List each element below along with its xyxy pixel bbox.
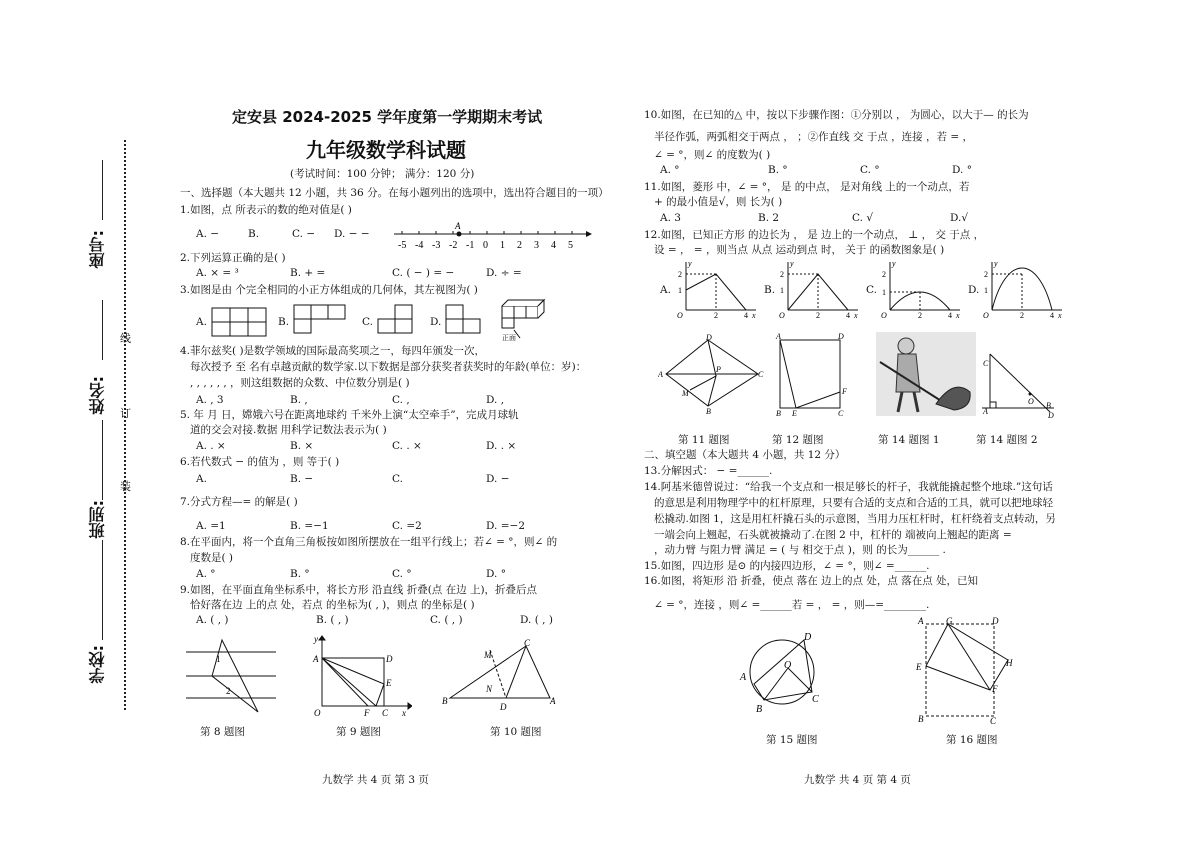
q2-option-c: C. ( − ) = − [392,267,455,279]
q16-stem-line2: ∠ = °，连接 ，则∠ =______若 = ， = ，则—=________. [654,599,930,611]
q12-stem: 12.如图，已知正方形 的边长为 ， 是 边上的一个动点， ⊥ ， 交 于点 ， [644,229,985,241]
q11-option-b: B. 2 [758,212,780,224]
q14-lever-diagram [980,350,1056,420]
q14-stem-line4: 一端会向上翘起，石头就被撬动了.在图 2 中，杠杆的 端被向上翘起的距离 = [654,529,1012,541]
q12-graph-b-label: B. [764,284,776,296]
seat-label: 座号: [88,230,107,269]
q6-stem: 6.若代数式 − 的值为 ，则 等于( ) [180,456,340,468]
q4-stem: 4.菲尔兹奖( )是数学领域的国际最高奖项之一，每四年颁发一次， [180,345,486,357]
q11-caption: 第 11 题图 [678,434,730,446]
q2-stem: 2.下列运算正确的是( ) [180,252,286,264]
order-mark: 订 [120,407,131,420]
q10-stem-line3: ∠ = °，则∠ 的度数为( ) [654,149,771,161]
subject-title: 九年级数学科试题 [306,138,466,162]
q7-option-d: D. =−2 [486,520,525,532]
q14-fig2-caption: 第 14 题图 2 [976,434,1038,446]
q12-a-label: A [776,332,781,341]
q11-figure [658,334,764,414]
q7-option-b: B. =−1 [290,520,329,532]
q12b-one: 1 [780,286,784,295]
q3-option-b: B. [278,316,290,328]
q12d-o: O [983,311,989,320]
q10-b-label: B [442,696,448,706]
q12a-y: y [688,259,692,268]
q12d-y: y [994,259,998,268]
q9-option-b: B. ( , ) [316,614,349,626]
q12a-4x: 4 [744,311,748,320]
number-line-tick-label: 4 [551,240,556,251]
q11-a-label: A [658,370,663,379]
q11-stem-line2: + 的最小值是√，则 长为( ) [654,196,783,208]
q5-stem-line2: 道的交会对接.数据 用科学记数法表示为( ) [190,424,387,436]
q12-c-label: C [838,409,844,416]
q4-option-c: C. , [392,394,410,406]
q12-graph-b [776,258,862,320]
q8-stem: 8.在平面内，将一个直角三角板按如图所摆放在一组平行线上；若∠ = °，则∠ 的 [180,536,558,548]
q15-c-label: C [812,694,819,705]
q12a-o: O [677,311,683,320]
q12c-o: O [881,311,887,320]
right-page-footer: 九数学 共 4 页 第 4 页 [804,774,911,786]
q9-caption: 第 9 题图 [336,726,381,738]
q14-stem: 14.阿基米德曾说过：“给我一个支点和一根足够长的杆子，我就能撬起整个地球.”这句话 [644,481,1053,493]
q11-d-label: D [706,334,712,342]
q15-figure [736,628,826,716]
number-line-tick-label: 5 [568,240,573,251]
q10-option-a: A. ° [660,164,680,176]
line-mark: 线 [120,332,131,345]
exam-title: 定安县 2024-2025 学年度第一学期期末考试 [232,108,543,126]
q12d-x: x [1058,311,1062,320]
q12b-y: y [790,259,794,268]
number-line-tick-label: -3 [432,240,441,251]
q6-option-d: D. − [486,473,510,485]
q15-caption: 第 15 题图 [766,734,818,746]
q12-graph-c-label: C. [866,284,877,296]
q8-angle2-label: 2 [226,686,231,696]
number-line-point-label: A [455,221,461,231]
q10-option-c: C. ° [860,164,880,176]
q4-option-b: B. , [290,394,308,406]
q10-option-d: D. ° [952,164,972,176]
name-label: 姓名: [88,376,107,415]
q9-figure [312,634,412,716]
q9-stem: 9.如图，在平面直角坐标系中，将长方形 沿直线 折叠(点 在边 上)，折叠后点 [180,584,538,596]
number-line-tick-label: 2 [517,240,522,251]
number-line-tick-label: 3 [534,240,539,251]
seat-underline [102,160,103,220]
q9-d-label: D [386,654,393,664]
q11-stem: 11.如图，菱形 中，∠ = °， 是 的中点， 是对角线 上的一个动点，若 [644,181,970,193]
q14-stem-line5: ，动力臂 与阻力臂 满足 = ( 与 相交于点 )，则 的长为______ . [654,544,946,556]
exam-info: (考试时间：100 分钟； 满分：120 分) [290,168,475,180]
q1-option-a: A. − [196,228,220,240]
q10-figure [440,636,558,716]
number-line-tick-label: -1 [466,240,475,251]
q6-option-b: B. − [290,473,314,485]
q12b-2x: 2 [816,311,820,320]
q10-caption: 第 10 题图 [490,726,542,738]
q10-n-label: N [486,684,493,694]
q9-e-label: E [386,678,392,688]
q6-option-a: A. [196,473,207,485]
q12b-4x: 4 [846,311,850,320]
q12a-x: x [752,311,756,320]
q12-graph-a [674,258,760,320]
q12-b-label: B [776,409,781,416]
q4-stem-line3: , , , , , , ，则这组数据的众数、中位数分别是( ) [190,377,410,389]
q8-caption: 第 8 题图 [200,726,245,738]
q14-a-label: A [983,407,988,416]
q11-option-d: D.√ [950,212,969,224]
q12d-two: 2 [984,270,988,279]
q15-b-label: B [756,704,763,715]
q9-c-label: C [382,708,389,716]
q11-m-label: M [682,389,689,398]
q1-option-c: C. − [292,228,316,240]
q9-x-label: x [402,708,406,716]
q3-view-c [376,303,416,339]
q10-stem-line2: 半径作弧，两弧相交于两点 ， ；②作直线 交 于点 ，连接 ，若 = ， [654,131,973,143]
q5-option-c: C. . × [392,440,422,452]
q12-d-label: D [838,332,844,341]
number-line-tick-label: 1 [500,240,505,251]
q12c-one: 1 [882,288,886,297]
number-line-tick-label: -2 [449,240,458,251]
q4-option-a: A. , 3 [196,394,224,406]
q7-stem: 7.分式方程—= 的解是( ) [180,496,298,508]
q10-option-b: B. ° [768,164,788,176]
q1-option-b: B. [248,228,260,240]
q11-p-label: P [716,365,721,374]
number-line-tick-label: 0 [483,240,488,251]
binding-dotted-line [124,140,126,710]
q8-figure [184,636,280,716]
q8-stem-line2: 度数是( ) [190,552,234,564]
q8-option-d: D. ° [486,568,506,580]
q12a-two: 2 [678,270,682,279]
q11-c-label: C [758,370,764,379]
q14-stem-line2: 的意思是利用物理学中的杠杆原理，只要有合适的支点和合适的工具，就可以把地球轻 [654,497,1053,509]
q16-c-label: C [990,716,997,726]
q12a-2x: 2 [714,311,718,320]
q5-option-b: B. × [290,440,314,452]
q12-graph-d-label: D. [968,284,980,296]
q14-fig1-caption: 第 14 题图 1 [878,434,940,446]
q7-option-c: C. =2 [392,520,422,532]
q12-graph-d [980,258,1066,320]
q5-stem: 5. 年 月 日，嫦娥六号在距离地球约 千米外上演“太空牵手”，完成月球轨 [180,409,519,421]
q3-view-a [210,306,270,340]
q14-c-label: C [983,359,989,368]
q12-figure [774,332,850,416]
q13-stem: 13.分解因式： − =______. [644,465,773,477]
q9-option-d: D. ( , ) [520,614,553,626]
q16-e-label: E [916,662,922,672]
q3-option-d: D. [430,316,442,328]
q12c-x: x [956,311,960,320]
q7-option-a: A. =1 [196,520,226,532]
section1-heading: 一、选择题（本大题共 12 小题，共 36 分。在每小题列出的选项中，选出符合题目的一项） [180,187,609,199]
q1-stem: 1.如图，点 所表示的数的绝对值是( ) [180,204,352,216]
number-line-figure [392,218,592,252]
q11-option-a: A. 3 [660,212,681,224]
q12a-one: 1 [678,286,682,295]
section2-heading: 二、填空题（本大题共 4 小题，共 12 分） [644,449,846,461]
q3-view-d [444,303,484,339]
q10-d-label: D [500,702,507,712]
q14-b-label: B [1046,401,1051,410]
q2-option-b: B. + = [290,267,326,279]
q9-f-label: F [364,708,370,716]
q12-graph-a-label: A. [660,284,671,296]
q16-h-label: H [1006,658,1013,668]
q12-f-label: F [842,387,847,396]
q9-o-label: O [314,708,321,716]
name-underline [102,300,103,360]
q4-stem-line2: 每次授予 至 名有卓越贡献的数学家.以下数据是部分获奖者获奖时的年龄(单位：岁)： [190,361,587,373]
q16-g-label: G [946,616,953,626]
q9-stem-line2: 恰好落在边 上的点 处，若点 的坐标为( , )，则点 的坐标是( ) [190,599,475,611]
q12b-x: x [854,311,858,320]
q15-a-label: A [740,672,747,683]
q12c-4x: 4 [948,311,952,320]
q9-option-a: A. ( , ) [196,614,229,626]
q14-stem-line3: 松撬动.如图 1，这是用杠杆撬石头的示意图，当用力压杠杆时，杠杆绕着支点转动，另 [654,513,1056,525]
number-line-tick-label: -5 [398,240,407,251]
q1-option-d: D. − − [334,228,370,240]
q16-d-label: D [992,616,999,626]
q3-stem: 3.如图是由 个完全相同的小正方体组成的几何体，其左视图为( ) [180,284,478,296]
q12d-2x: 2 [1020,311,1024,320]
q10-c-label: C [524,638,531,648]
class-label: 班别: [88,500,107,539]
q16-f-label: F [992,684,998,694]
q14-d-label: D [1048,411,1054,420]
left-page-footer: 九数学 共 4 页 第 3 页 [322,774,429,786]
q15-stem: 15.如图，四边形 是⊙ 的内接四边形，∠ = °，则∠ =______. [644,560,930,572]
front-label: 正面 [502,334,516,342]
q12d-one: 1 [984,286,988,295]
q16-figure [914,616,1018,726]
q12-stem-line2: 设 = ， = ，则当点 从点 运动到点 时， 关于 的函数图象是( ) [654,244,945,256]
q16-b-label: B [918,714,924,724]
q12b-two: 2 [780,270,784,279]
q2-option-d: D. ÷ = [486,267,522,279]
q3-option-a: A. [196,316,207,328]
q8-angle1-label: 1 [216,654,221,664]
bind-mark: 装 [120,480,131,493]
class-underline [102,420,103,500]
q12-caption: 第 12 题图 [772,434,824,446]
q12b-o: O [779,311,785,320]
q3-option-c: C. [362,316,373,328]
number-line-tick-label: -4 [415,240,424,251]
q4-option-d: D. , [486,394,505,406]
q12c-2x: 2 [918,311,922,320]
school-underline [102,540,103,640]
q16-stem: 16.如图，将矩形 沿 折叠，使点 落在 边上的点 处，点 落在点 处，已知 [644,575,979,587]
q9-y-label: y [314,634,318,644]
q11-option-c: C. √ [852,212,874,224]
q5-option-d: D. . × [486,440,517,452]
q12-graph-c [878,258,964,320]
q15-d-label: D [804,632,812,643]
q10-stem: 10.如图，在已知的△ 中，按以下步骤作图：①分别以 ， 为圆心，以大于— 的长为 [644,109,1029,121]
q15-o-label: O [784,660,792,671]
q11-b-label: B [706,407,711,414]
q10-m-label: M [484,650,492,660]
q8-option-c: C. ° [392,568,412,580]
q14-o-label: O [1028,397,1034,406]
school-label: 学校: [88,645,107,684]
q8-option-a: A. ° [196,568,216,580]
q12d-4x: 4 [1050,311,1054,320]
q14-lever-illustration [876,332,976,416]
q6-option-c: C. [392,473,403,485]
q12-e-label: E [792,409,797,416]
q16-caption: 第 16 题图 [946,734,998,746]
q3-view-b [292,303,348,339]
q9-option-c: C. ( , ) [430,614,463,626]
q8-option-b: B. ° [290,568,310,580]
q10-a-label: A [550,696,556,706]
q12c-y: y [892,259,896,268]
q9-a-label: A [313,654,319,664]
q5-option-a: A. . × [196,440,226,452]
q16-a-label: A [918,616,924,626]
q2-option-a: A. × = ³ [196,267,239,279]
q12c-two: 2 [882,270,886,279]
